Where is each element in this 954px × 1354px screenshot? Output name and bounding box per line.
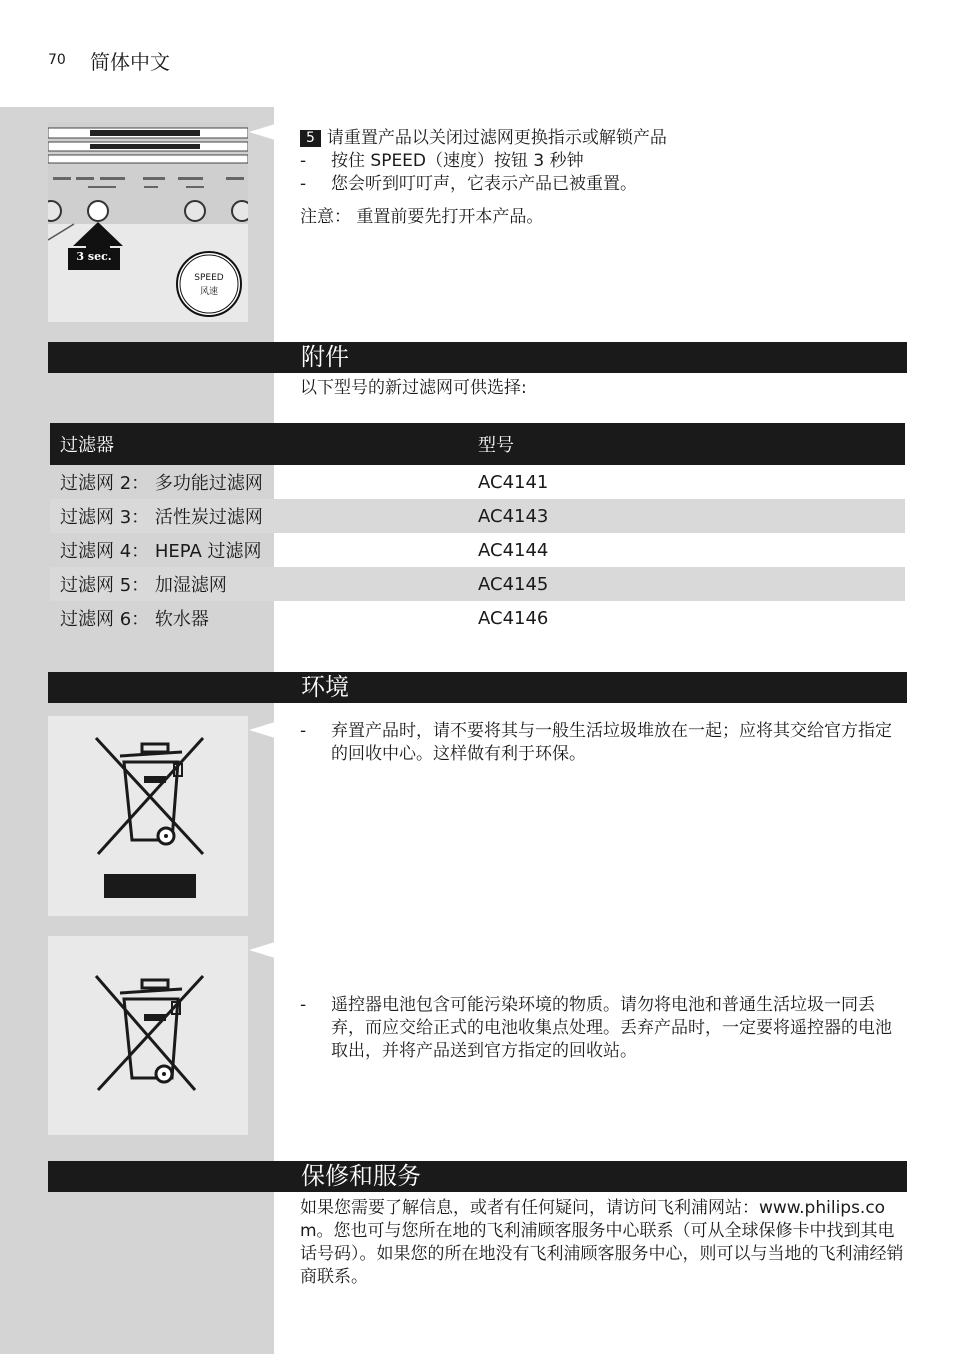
control-panel-image — [48, 122, 248, 322]
speed-button-label-en: SPEED — [194, 273, 224, 283]
reset-bullet-2: - 您会听到叮叮声，它表示产品已被重置。 — [300, 173, 905, 196]
service-text: 如果您需要了解信息，或者有任何疑问，请访问飞利浦网站：www.philips.com。您也可与您所在地的飞利浦顾客服务中心联系（可从全球保修卡中找到其电话号码）。如果您的所在地没有飞利浦顾客服务中心，则可以与当地的飞利浦经销商联系。 — [300, 1198, 904, 1287]
filter-table-header — [50, 423, 905, 465]
filter-model: AC4143 — [478, 499, 905, 533]
table-row — [50, 567, 905, 601]
section-bar-environment — [48, 672, 907, 703]
environment-item-2: - 遥控器电池包含可能污染环境的物质。请勿将电池和普通生活垃圾一同丢弃，而应交给正式的电池收集点处理。丢弃产品时，一定要将遥控器的电池取出，并将产品送到官方指定的回收站。 — [300, 994, 905, 1063]
image-pointer — [249, 124, 275, 140]
table-row — [50, 601, 905, 635]
table-row — [50, 533, 905, 567]
environment-item-1: - 弃置产品时，请不要将其与一般生活垃圾堆放在一起；应将其交给官方指定的回收中心。这样做有利于环保。 — [300, 720, 905, 766]
filter-name: 过滤网 2： 多功能过滤网 — [60, 473, 263, 494]
battery-disposal-image — [48, 936, 248, 1135]
header-model: 型号 — [478, 423, 905, 465]
header-filter: 过滤器 — [50, 423, 478, 465]
step-text: 请重置产品以关闭过滤网更换指示或解锁产品 — [326, 128, 667, 148]
table-row — [50, 499, 905, 533]
section-title-environment: 环境 — [301, 673, 349, 701]
filter-name: 过滤网 3： 活性炭过滤网 — [50, 499, 478, 533]
filter-name: 过滤网 4： HEPA 过滤网 — [60, 541, 262, 562]
accessories-intro: 以下型号的新过滤网可供选择: — [300, 378, 527, 398]
section-bar-accessories — [48, 342, 907, 373]
page-number: 70 — [48, 52, 66, 68]
filter-model: AC4145 — [478, 567, 905, 601]
crossed-bin-battery-icon — [48, 936, 248, 1135]
filter-model: AC4146 — [478, 607, 549, 629]
weee-symbol-image — [48, 716, 248, 916]
page-language: 简体中文 — [90, 50, 170, 74]
image-pointer — [249, 942, 275, 958]
section-title-service: 保修和服务 — [301, 1162, 421, 1190]
reset-instructions — [300, 127, 905, 229]
filter-name: 过滤网 6： 软水器 — [60, 609, 209, 630]
reset-note: 注意： 重置前要先打开本产品。 — [300, 207, 544, 227]
reset-step — [300, 127, 905, 150]
crossed-bin-icon — [48, 716, 248, 916]
section-title-accessories: 附件 — [301, 343, 349, 371]
filter-model: AC4141 — [478, 471, 549, 493]
filter-table — [50, 423, 905, 635]
speed-button-label-cn: 风速 — [199, 287, 218, 297]
filter-model: AC4144 — [478, 539, 549, 561]
image-pointer — [249, 722, 275, 738]
table-row — [50, 465, 905, 499]
section-bar-service — [48, 1161, 907, 1192]
hold-duration-label: 3 sec. — [76, 250, 112, 263]
filter-name: 过滤网 5： 加湿滤网 — [50, 567, 478, 601]
reset-bullet-1: - 按住 SPEED（速度）按钮 3 秒钟 — [300, 150, 905, 173]
step-number-badge: 5 — [300, 130, 321, 147]
